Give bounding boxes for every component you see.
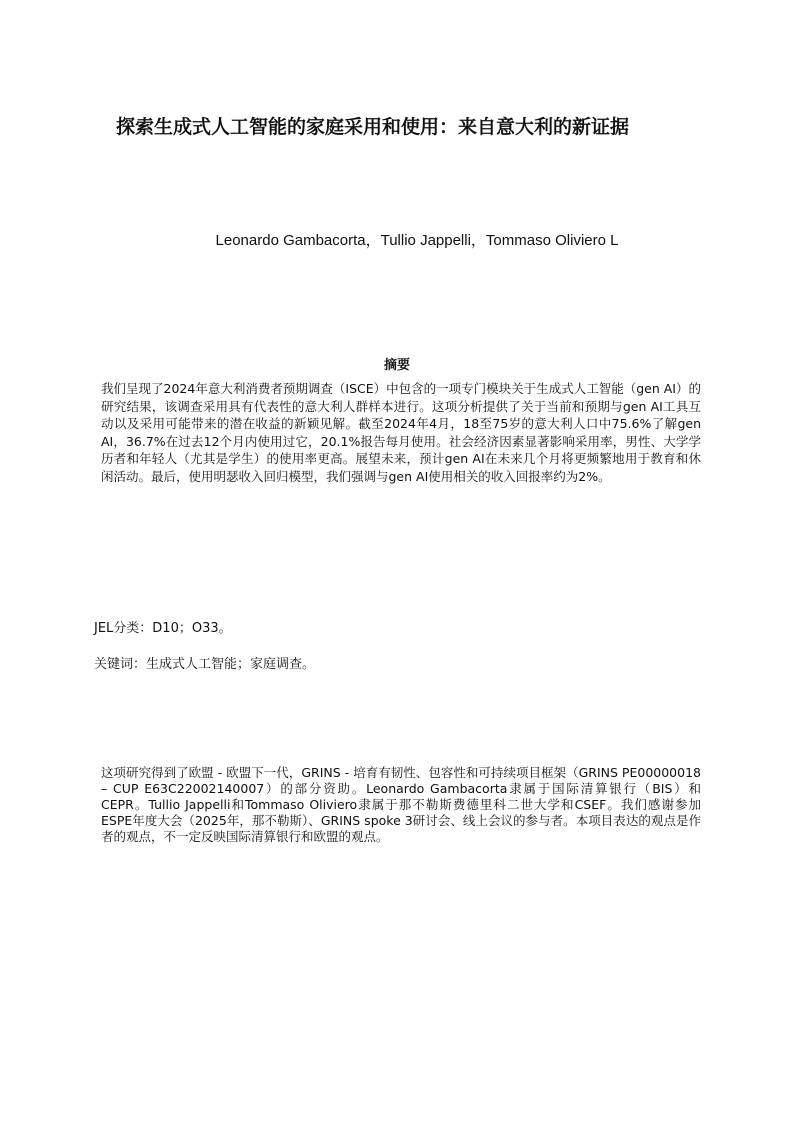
abstract-text: 我们呈现了2024年意大利消费者预期调查（ISCE）中包含的一项专门模块关于生成式人工智能（gen AI）的研究结果，该调查采用具有代表性的意大利人群样本进行。这项分析提供了关于当前和预期与gen AI工具互动以及采用可能带来的潜在收益的新颖见解。截至2024年4月，18至75岁的意大利人口中75.6%了解gen AI，36.7%在过去12个月内使用过它，20.1%报告每月使用。社会经济因素显著影响采用率，男性、大学学历者和年轻人（尤其是学生）的使用率更高。展望未来，预计gen AI在未来几个月将更频繁地用于教育和休闲活动。最后，使用明瑟收入回归模型，我们强调与gen AI使用相关的收入回报率约为2%。 xyxy=(101,381,701,484)
keywords: 关键词：生成式人工智能；家庭调查。 xyxy=(94,657,316,672)
paper-title: 探索生成式人工智能的家庭采用和使用：来自意大利的新证据 xyxy=(116,116,630,138)
funding-footnote: 这项研究得到了欧盟 - 欧盟下一代，GRINS - 培育有韧性、包容性和可持续项目框架（GRINS PE00000018 – CUP E63C22002140007）的部分资助。Leonardo Gambacorta隶属于国际清算银行（BIS）和CEPR。Tullio Jappelli和Tommaso Oliviero隶属于那不勒斯费德里科二世大学和CSEF。我们感谢参加ESPE年度大会（2025年，那不勒斯）、GRINS spoke 3研讨会、线上会议的参与者。本项目表达的观点是作者的观点，不一定反映国际清算银行和欧盟的观点。 xyxy=(101,765,701,844)
abstract-heading: 摘要 xyxy=(383,358,410,373)
author-list: Leonardo Gambacorta，Tullio Jappelli，Tommaso Oliviero L xyxy=(215,232,619,249)
jel-classification: JEL分类：D10；O33。 xyxy=(94,621,232,636)
